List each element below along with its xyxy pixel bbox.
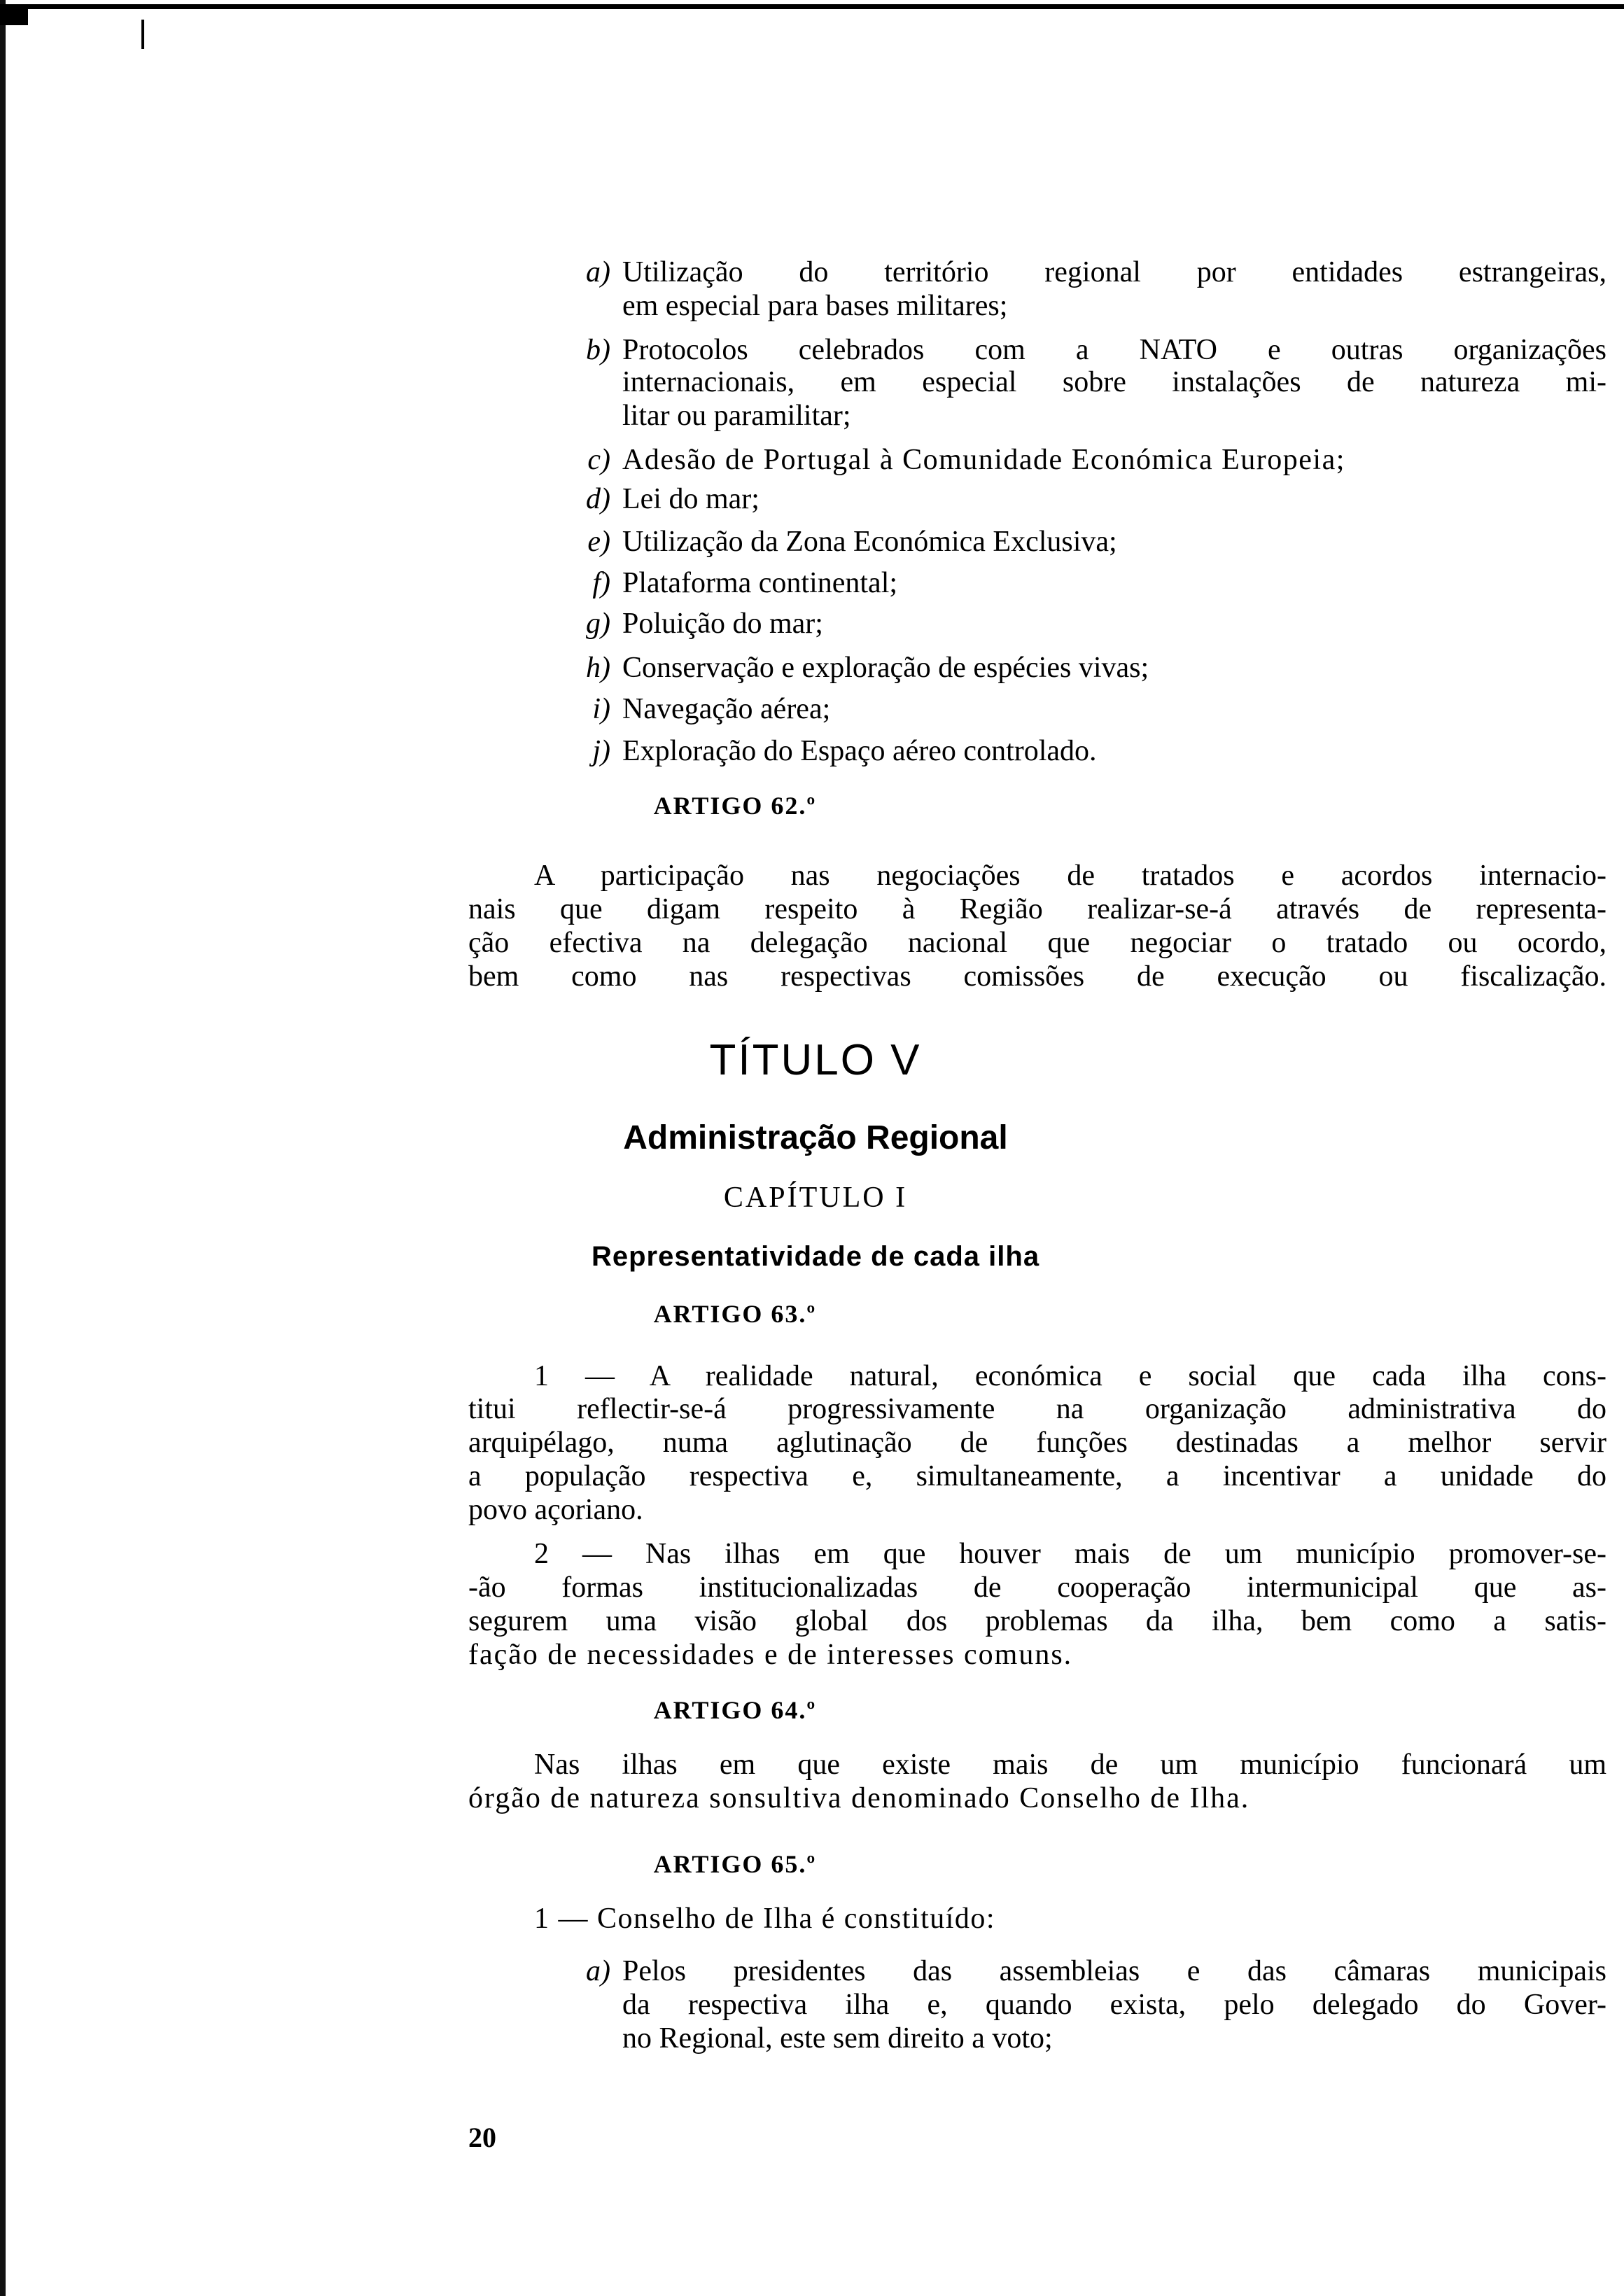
paragraph-line: órgão de natureza sonsultiva denominado Conselho de Ilha. [468, 1782, 1250, 1814]
list-item-line: Poluição do mar; [622, 608, 823, 640]
list-label: f) [592, 567, 610, 599]
list-item-line: Protocolos celebrados com a NATO e outras organizações [622, 334, 1606, 366]
list-label: i) [592, 693, 610, 725]
list-label: b) [586, 334, 610, 366]
list-item-line: Lei do mar; [622, 483, 760, 515]
list-label: e) [587, 526, 610, 558]
list-item-line: Utilização da Zona Económica Exclusiva; [622, 526, 1117, 558]
list-item-line: internacionais, em especial sobre instalações de natureza mi- [622, 366, 1606, 398]
article-heading: ARTIGO 64.º [653, 1696, 817, 1724]
chapter-heading: CAPÍTULO I [723, 1182, 908, 1214]
page-number: 20 [468, 2122, 496, 2153]
title-heading: TÍTULO V [709, 1036, 922, 1084]
list-item-line: Adesão de Portugal à Comunidade Económica Europeia; [622, 444, 1345, 476]
paragraph-line: 2 — Nas ilhas em que houver mais de um município promover-se- [534, 1538, 1606, 1570]
article-heading: ARTIGO 65.º [653, 1850, 817, 1878]
list-item-line: litar ou paramilitar; [622, 400, 851, 432]
paragraph-line: titui reflectir-se-á progressivamente na organização administrativa do [468, 1393, 1606, 1425]
page-edge-top [0, 4, 1624, 9]
list-label: a) [586, 256, 610, 288]
paragraph-line: 1 — A realidade natural, económica e social que cada ilha cons- [534, 1360, 1606, 1392]
paragraph-line: povo açoriano. [468, 1494, 643, 1526]
list-item-line: Exploração do Espaço aéreo controlado. [622, 735, 1097, 767]
list-item-line: em especial para bases militares; [622, 290, 1008, 322]
list-item-line: Navegação aérea; [622, 693, 831, 725]
list-label: h) [586, 652, 610, 684]
paragraph-line: ção efectiva na delegação nacional que negociar o tratado ou ocordo, [468, 927, 1606, 959]
paragraph-line: bem como nas respectivas comissões de execução ou fiscalização. [468, 960, 1606, 993]
paragraph-line: nais que digam respeito à Região realizar-se-á através de representa- [468, 893, 1606, 925]
list-label: c) [587, 444, 610, 476]
paragraph-line: arquipélago, numa aglutinação de funções destinadas a melhor servir [468, 1427, 1606, 1459]
list-item-line: Utilização do território regional por entidades estrangeiras, [622, 256, 1606, 288]
paragraph-line: Nas ilhas em que existe mais de um município funcionará um [534, 1749, 1606, 1781]
list-item-line: no Regional, este sem direito a voto; [622, 2022, 1053, 2054]
paragraph-line: a população respectiva e, simultaneamente, a incentivar a unidade do [468, 1460, 1606, 1492]
paragraph-line: -ão formas institucionalizadas de cooperação intermunicipal que as- [468, 1572, 1606, 1604]
paragraph-line: segurem uma visão global dos problemas da ilha, bem como a satis- [468, 1605, 1606, 1637]
page-corner-mark [0, 4, 28, 25]
list-label: d) [586, 483, 610, 515]
paragraph-line: A participação nas negociações de tratados e acordos internacio- [534, 860, 1606, 892]
list-label: j) [592, 735, 610, 767]
list-label: g) [586, 608, 610, 640]
list-label: a) [586, 1955, 610, 1987]
article-heading: ARTIGO 63.º [653, 1300, 817, 1328]
paragraph-line: 1 — Conselho de Ilha é constituído: [534, 1903, 996, 1935]
list-item-line: Conservação e exploração de espécies vivas; [622, 652, 1149, 684]
article-heading: ARTIGO 62.º [653, 792, 817, 820]
chapter-name: Representatividade de cada ilha [591, 1241, 1040, 1272]
list-item-line: da respectiva ilha e, quando exista, pelo delegado do Gover- [622, 1989, 1606, 2021]
title-name: Administração Regional [623, 1119, 1008, 1156]
list-item-line: Plataforma continental; [622, 567, 898, 599]
scan-mark [141, 20, 144, 49]
list-item-line: Pelos presidentes das assembleias e das câmaras municipais [622, 1955, 1606, 1987]
paragraph-line: fação de necessidades e de interesses comuns. [468, 1639, 1073, 1671]
